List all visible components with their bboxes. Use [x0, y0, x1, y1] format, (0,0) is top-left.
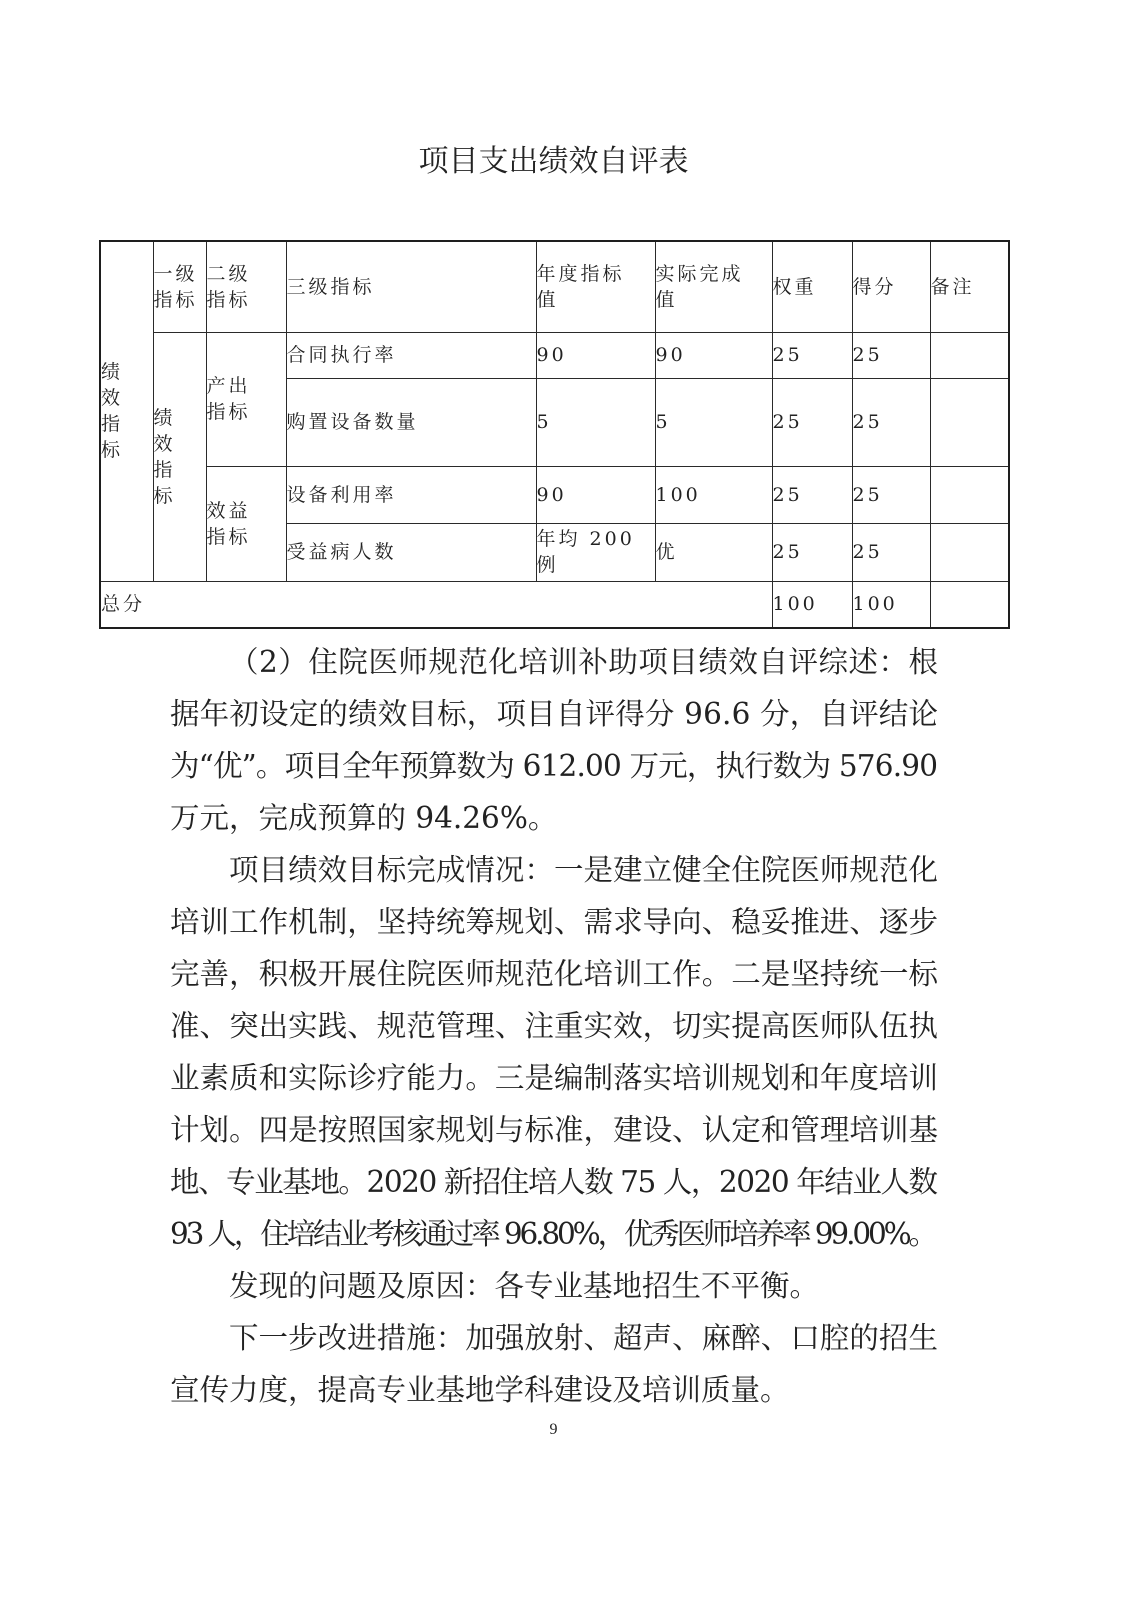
weight-cell: 25	[772, 378, 852, 466]
level2-indicator-benefit: 效益 指标	[206, 466, 286, 581]
actual-cell: 优	[655, 523, 772, 581]
paragraph-line	[170, 792, 938, 844]
weight-cell: 25	[772, 523, 852, 581]
header-level1: 一级 指标	[153, 241, 206, 332]
line-text: 据年初设定的绩效目标，项目自评得分 96.6 分，自评结论	[170, 697, 939, 731]
page-number: 9	[549, 1421, 558, 1438]
line-text: 准、突出实践、规范管理、注重实效，切实提高医师队伍执	[170, 1009, 939, 1043]
level1-indicator: 绩 效 指 标	[153, 332, 206, 581]
line-text: 宣传力度，提高专业基地学科建设及培训质量。	[170, 1373, 790, 1407]
header-actual: 实际完成 值	[655, 241, 772, 332]
line-text: 业素质和实际诊疗能力。三是编制落实培训规划和年度培训	[170, 1061, 939, 1095]
paragraph-line	[170, 1000, 938, 1052]
line-text: 下一步改进措施：加强放射、超声、麻醉、口腔的招生	[229, 1321, 939, 1355]
line-text: 完善，积极开展住院医师规范化培训工作。二是坚持统一标	[170, 957, 939, 991]
table-row	[100, 466, 1009, 523]
paragraph-line	[170, 636, 938, 688]
header-score: 得分	[852, 241, 930, 332]
paragraph-line	[170, 1208, 938, 1260]
remark-cell	[930, 332, 1009, 378]
actual-cell: 5	[655, 378, 772, 466]
paragraph-line	[170, 948, 938, 1000]
score-cell: 25	[852, 378, 930, 466]
actual-cell: 100	[655, 466, 772, 523]
paragraph-line	[170, 1312, 938, 1364]
header-level2: 二级 指标	[206, 241, 286, 332]
line-text: 项目绩效目标完成情况：一是建立健全住院医师规范化	[229, 853, 939, 887]
header-remark: 备注	[930, 241, 1009, 332]
body-text	[170, 636, 938, 1416]
total-score: 100	[852, 581, 930, 628]
weight-cell: 25	[772, 466, 852, 523]
indicator-cell: 合同执行率	[286, 332, 536, 378]
paragraph-line	[170, 1104, 938, 1156]
annual-target-cell: 90	[536, 466, 655, 523]
remark-cell	[930, 466, 1009, 523]
score-cell: 25	[852, 523, 930, 581]
indicator-cell: 受益病人数	[286, 523, 536, 581]
total-label: 总分	[100, 581, 772, 628]
line-text: 计划。四是按照国家规划与标准，建设、认定和管理培训基	[170, 1113, 939, 1147]
header-weight: 权重	[772, 241, 852, 332]
table-row	[100, 332, 1009, 378]
line-text: 发现的问题及原因：各专业基地招生不平衡。	[229, 1269, 820, 1303]
weight-cell: 25	[772, 332, 852, 378]
paragraph-line	[170, 1260, 938, 1312]
remark-cell	[930, 523, 1009, 581]
line-text: 为“优”。项目全年预算数为 612.00 万元，执行数为 576.90	[170, 749, 938, 783]
score-cell: 25	[852, 332, 930, 378]
paragraph-line	[170, 688, 938, 740]
level2-indicator-output: 产出 指标	[206, 332, 286, 466]
paragraph-line	[170, 896, 938, 948]
header-level3: 三级指标	[286, 241, 536, 332]
performance-evaluation-table	[99, 240, 1010, 629]
line-text: 93 人，住培结业考核通过率 96.80%，优秀医师培养率 99.00%。	[170, 1217, 935, 1251]
line-text: （2）住院医师规范化培训补助项目绩效自评综述：根	[229, 645, 939, 679]
table-header-row	[100, 241, 1009, 332]
side-label: 绩 效 指 标	[100, 241, 153, 581]
total-remark	[930, 581, 1009, 628]
line-text: 地、专业基地。2020 新招住培人数 75 人，2020 年结业人数	[170, 1165, 937, 1199]
line-text: 万元，完成预算的 94.26%。	[170, 801, 558, 835]
paragraph-line	[170, 1156, 938, 1208]
page-title: 项目支出绩效自评表	[418, 144, 689, 179]
annual-target-cell: 5	[536, 378, 655, 466]
paragraph-line	[170, 844, 938, 896]
table-total-row	[100, 581, 1009, 628]
indicator-cell: 购置设备数量	[286, 378, 536, 466]
paragraph-line	[170, 1364, 938, 1416]
paragraph-line	[170, 1052, 938, 1104]
line-text: 培训工作机制，坚持统筹规划、需求导向、稳妥推进、逐步	[170, 905, 939, 939]
annual-target-cell: 90	[536, 332, 655, 378]
annual-target-cell: 年均 200 例	[536, 523, 655, 581]
header-annual-target: 年度指标 值	[536, 241, 655, 332]
actual-cell: 90	[655, 332, 772, 378]
total-weight: 100	[772, 581, 852, 628]
score-cell: 25	[852, 466, 930, 523]
indicator-cell: 设备利用率	[286, 466, 536, 523]
remark-cell	[930, 378, 1009, 466]
paragraph-line	[170, 740, 938, 792]
